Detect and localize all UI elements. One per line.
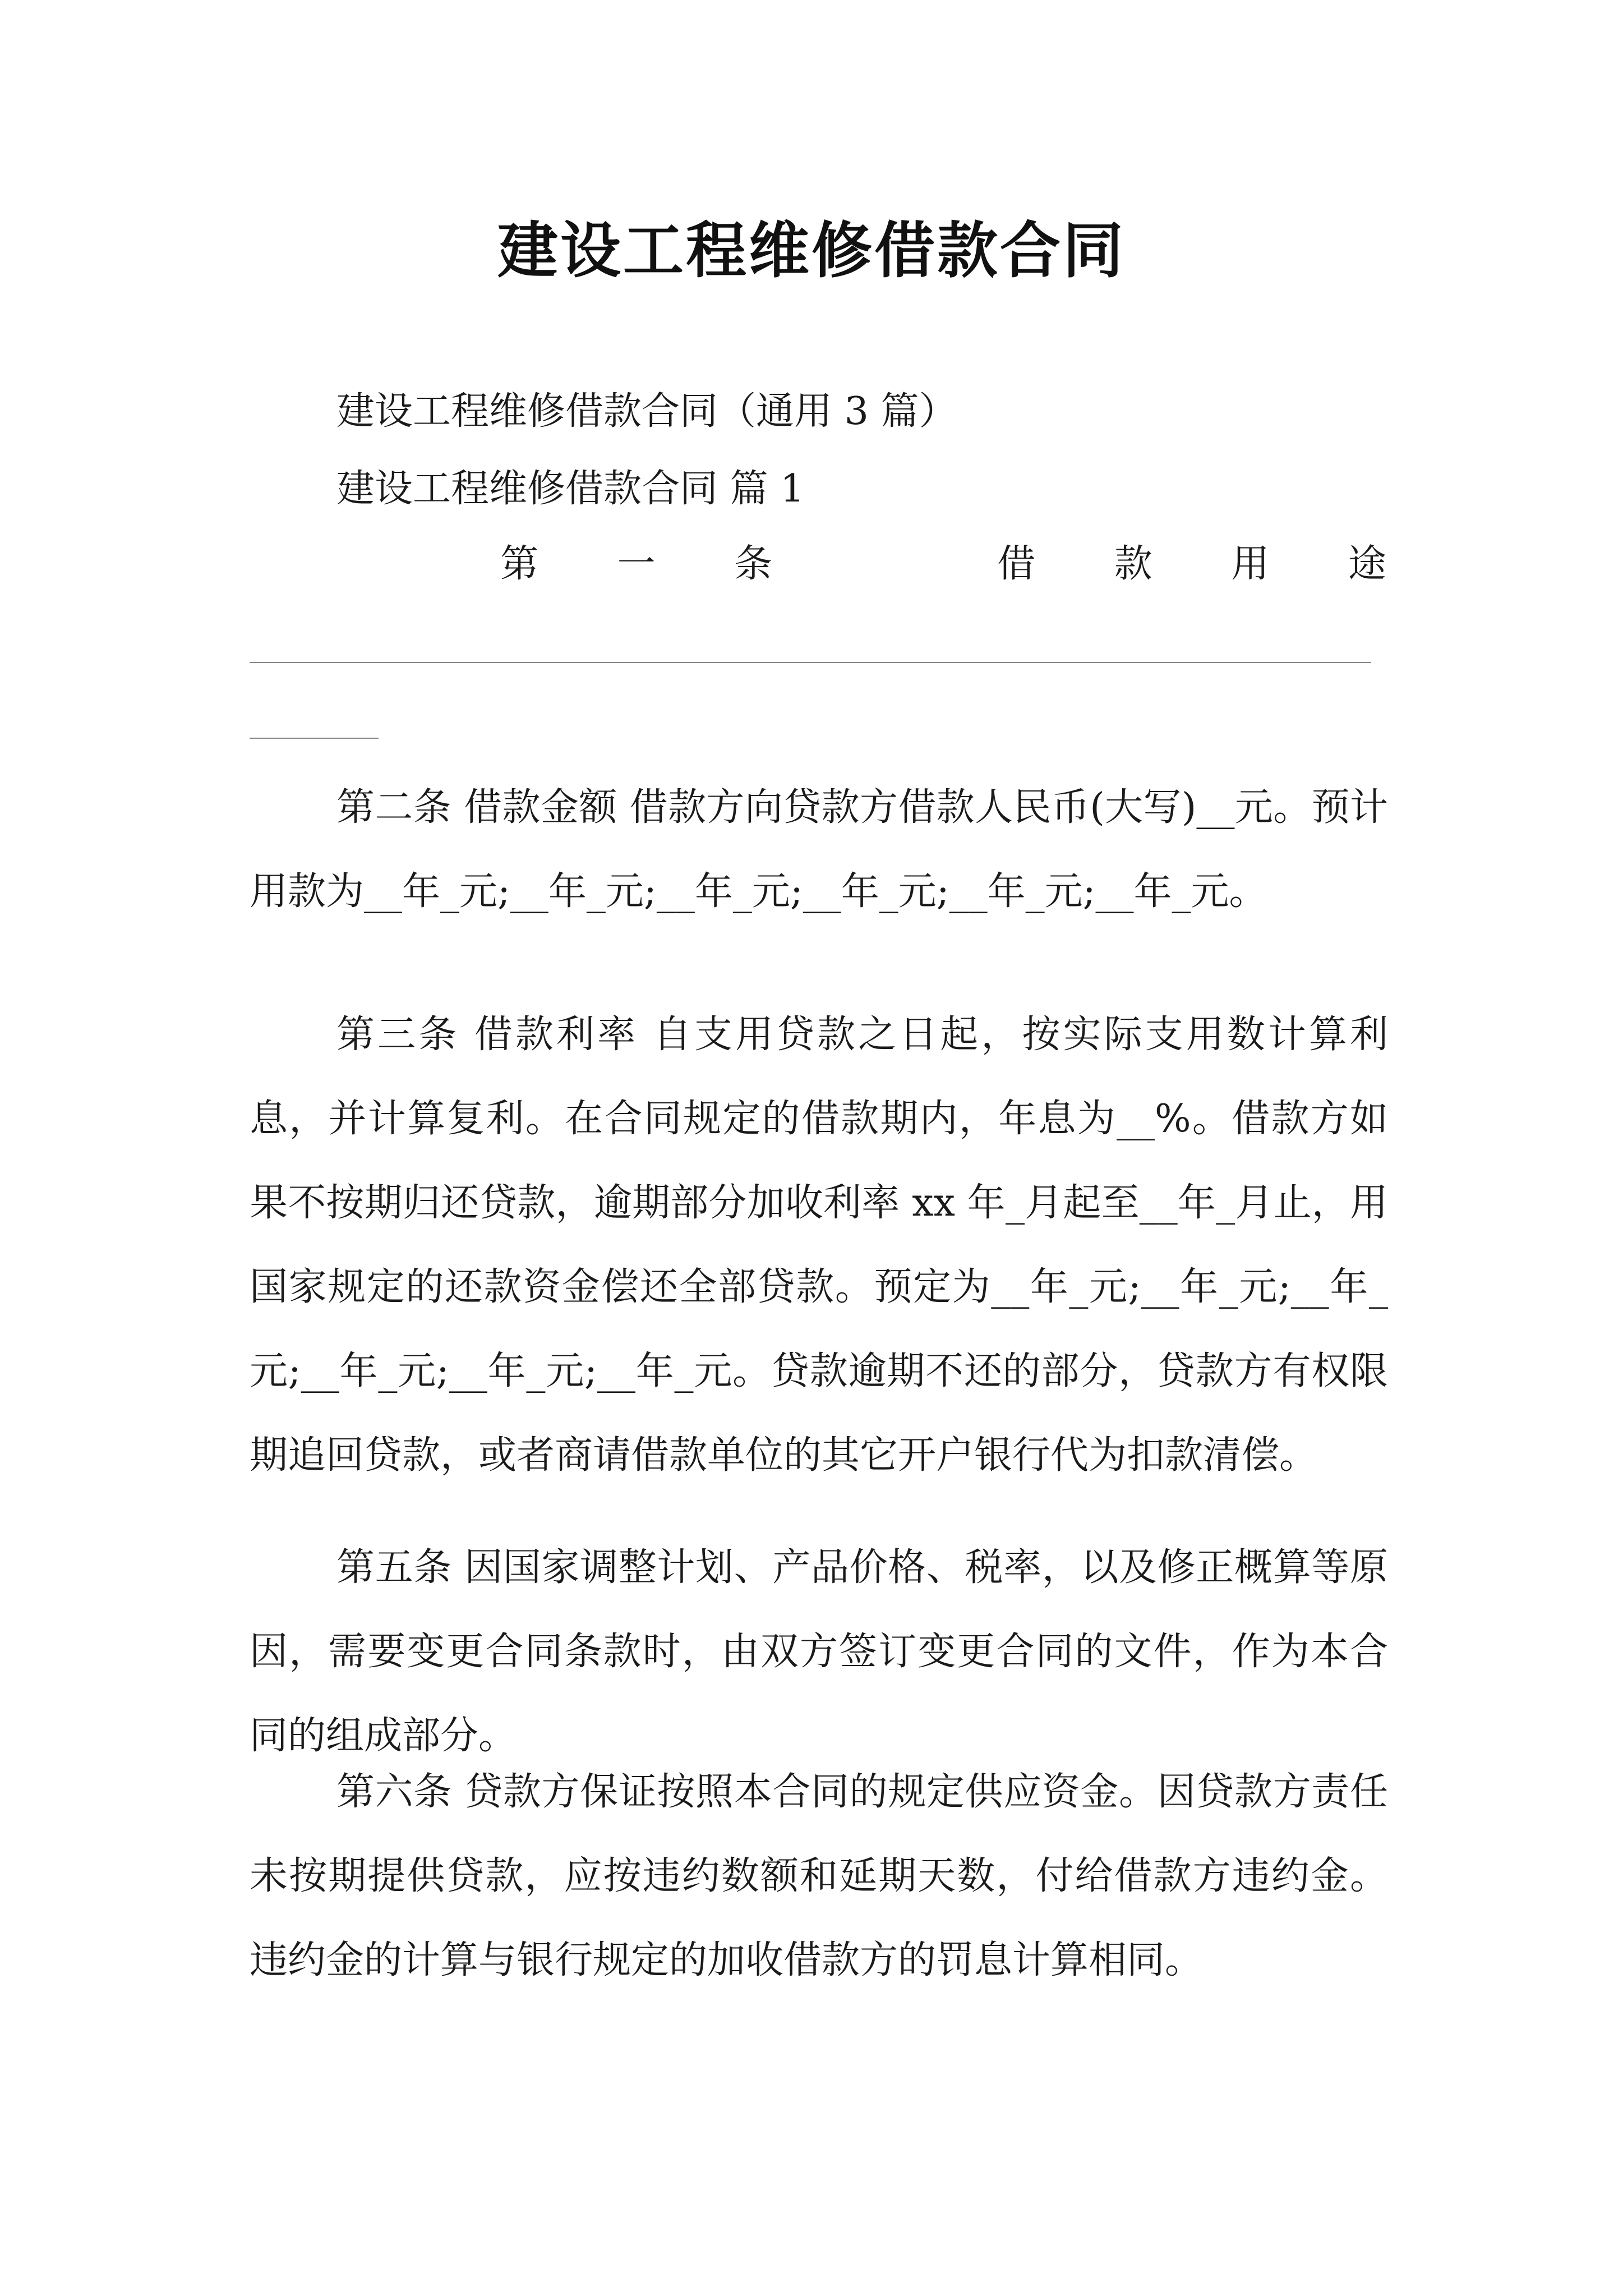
article-1-char: 借 [997,542,1036,586]
article-6-paragraph: 第六条 贷款方保证按照本合同的规定供应资金。因贷款方责任未按期提供贷款，应按违约数额和延期天数，付给借款方违约金。违约金的计算与银行规定的加收借款方的罚息计算相同。 [250,1770,1388,1982]
article-1-char: 条 [734,542,773,586]
article-5-paragraph: 第五条 因国家调整计划、产品价格、税率，以及修正概算等原因，需要变更合同条款时，由双方签订变更合同的文件，作为本合同的组成部分。 [250,1545,1388,1758]
article-1-heading [500,542,1386,586]
article-1-char: 第 [500,542,539,586]
article-1-char: 一 [617,542,656,586]
article-1-char: 途 [1348,542,1386,586]
article-1-gap [851,545,919,583]
article-3-paragraph: 第三条 借款利率 自支用贷款之日起，按实际支用数计算利息，并计算复利。在合同规定的借款期内，年息为__%。借款方如果不按期归还贷款，逾期部分加收利率 xx 年_月起至__年_月止，用国家规定的还款资金偿还全部贷款。预定为__年_元;__年_元;__年_元;__年_元;__年_元;__年_元。贷款逾期不还的部分，贷款方有权限期追回贷款，或者商请借款单位的其它开户银行代为扣款清偿。 [250,1013,1388,1478]
blank-fill-line-short [250,738,379,739]
document-title: 建设工程维修借款合同 [497,216,1126,286]
document-subtitle: 建设工程维修借款合同（通用 3 篇） [336,389,957,434]
part-heading: 建设工程维修借款合同 篇 1 [336,467,805,511]
article-2-paragraph: 第二条 借款金额 借款方向贷款方借款人民币(大写)__元。预计用款为__年_元;__年_元;__年_元;__年_元;__年_元;__年_元。 [250,785,1388,914]
article-1-char: 款 [1114,542,1152,586]
blank-fill-line [250,662,1371,663]
article-1-char: 用 [1231,542,1270,586]
